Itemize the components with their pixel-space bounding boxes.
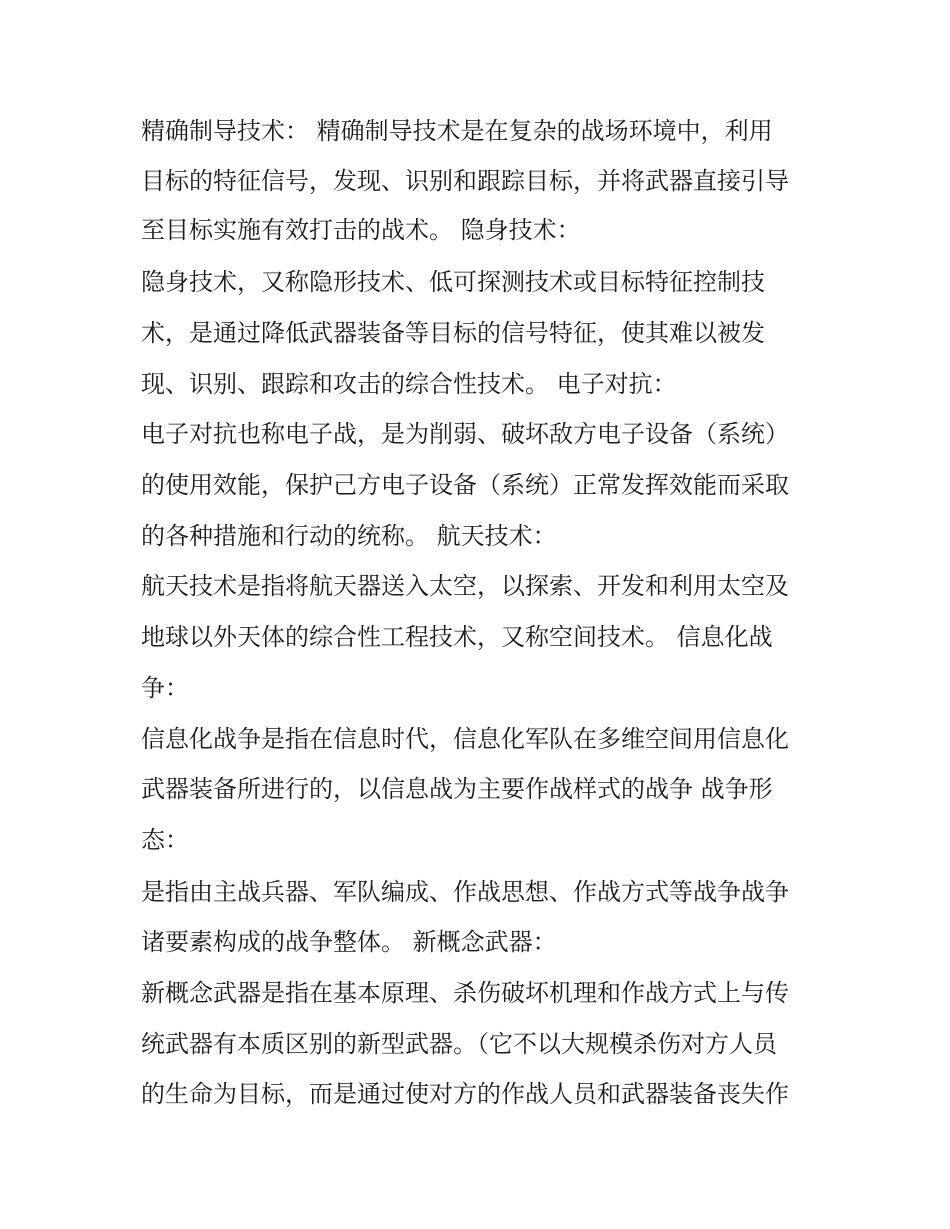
text-line: 术，是通过降低武器装备等目标的信号特征，使其难以被发: [141, 319, 765, 347]
text-line: 是指由主战兵器、军队编成、作战思想、作战方式等战争战争: [141, 878, 789, 906]
text-line: 地球以外天体的综合性工程技术，又称空间技术。 信息化战: [141, 623, 773, 651]
text-line: 武器装备所进行的，以信息战为主要作战样式的战争 战争形: [141, 775, 773, 803]
text-line: 的生命为目标，而是通过使对方的作战人员和武器装备丧失作: [141, 1080, 789, 1108]
text-line: 信息化战争是指在信息时代，信息化军队在多维空间用信息化: [141, 725, 789, 753]
text-line: 电子对抗也称电子战，是为削弱、破坏敌方电子设备（系统）: [141, 420, 789, 448]
text-line: 目标的特征信号，发现、识别和跟踪目标，并将武器直接引导: [141, 167, 789, 195]
text-line: 精确制导技术： 精确制导技术是在复杂的战场环境中，利用: [141, 117, 773, 145]
text-line: 的使用效能，保护己方电子设备（系统）正常发挥效能而采取: [141, 471, 789, 499]
text-line: 的各种措施和行动的统称。 航天技术：: [141, 522, 557, 550]
text-line: 态：: [141, 826, 189, 854]
text-line: 至目标实施有效打击的战术。 隐身技术：: [141, 216, 581, 244]
text-line: 隐身技术，又称隐形技术、低可探测技术或目标特征控制技: [141, 268, 765, 296]
text-line: 统武器有本质区别的新型武器。（它不以大规模杀伤对方人员: [141, 1030, 777, 1058]
text-line: 诸要素构成的战争整体。 新概念武器：: [141, 928, 557, 956]
text-line: 现、识别、跟踪和攻击的综合性技术。 电子对抗：: [141, 370, 677, 398]
text-line: 新概念武器是指在基本原理、杀伤破坏机理和作战方式上与传: [141, 979, 789, 1007]
text-line: 争：: [141, 674, 189, 702]
text-line: 航天技术是指将航天器送入太空，以探索、开发和利用太空及: [141, 572, 789, 600]
